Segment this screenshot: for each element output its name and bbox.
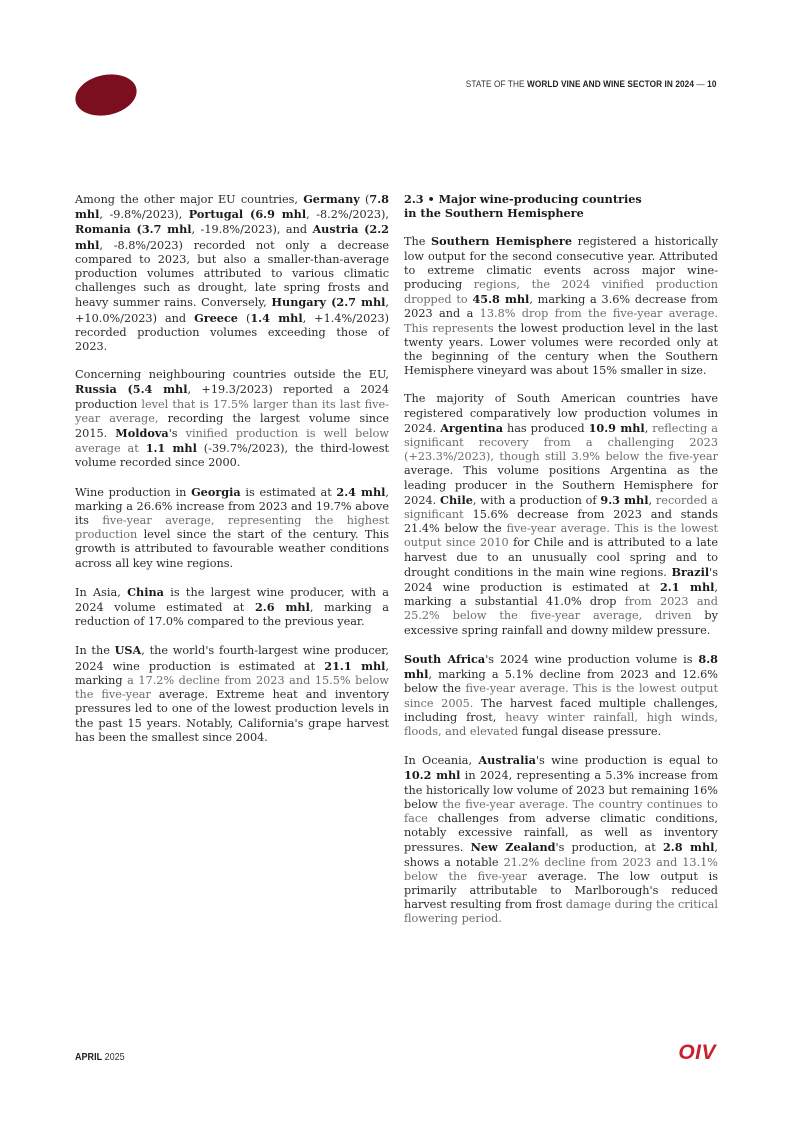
text-run: five-year average. This is the lowest output since 2005.	[404, 682, 718, 710]
text-run: , marking a 26.6% increase from 2023 and 19.7% above its	[75, 485, 389, 528]
text-run: Concerning neighbouring countries outside the EU,	[75, 368, 389, 382]
text-run: , the world's fourth-largest wine producer, 2024 wine production is estimated at	[75, 644, 390, 673]
text-run: , +1.4%/2023) recorded production volumes exceeding those of 2023.	[75, 311, 389, 354]
text-run: has produced	[503, 421, 589, 435]
text-run: by excessive spring rainfall and downy mildew pressure.	[404, 609, 718, 637]
decorative-blob	[72, 69, 141, 121]
header-prefix: STATE OF THE	[465, 79, 527, 90]
bold-term: Southern Hemisphere	[431, 234, 572, 249]
right-column	[404, 192, 718, 941]
text-run: five-year average, representing the highest production	[75, 514, 389, 542]
text-run: challenges from adverse climatic conditions, notably excessive rainfall, as well as inventory pressures.	[404, 811, 718, 855]
bold-term: 2.4 mhl	[336, 484, 386, 499]
bold-term: 2.1 mhl	[659, 580, 715, 595]
text-run: for Chile and is attributed to a late harvest due to an unusually cool spring and to drought conditions in the main wine regions.	[404, 536, 718, 579]
text-run: In Asia,	[75, 585, 128, 599]
text-run: The	[404, 235, 432, 249]
text-run: five-year average. This is the lowest output since 2010	[404, 522, 718, 550]
text-run: , +10.0%/2023) and	[75, 296, 389, 325]
paragraph-usa	[75, 643, 389, 744]
text-run: level since the start of the century. This growth is attributed to favourable weather conditions across all key wine regions.	[75, 528, 389, 570]
bold-term: Russia (5.4 mhl	[75, 382, 188, 397]
bold-term: Australia	[478, 753, 536, 768]
paragraph-neighbouring-countries	[75, 368, 389, 470]
bold-term: Moldova	[115, 426, 169, 441]
text-run: 15.6% decrease from 2023 and stands 21.4% below the	[404, 508, 718, 536]
text-run: , with a production of	[472, 493, 601, 507]
bold-term: Greece	[194, 310, 238, 325]
text-run: The majority of South American countries have registered comparatively low production volumes in 2024.	[404, 392, 718, 435]
text-run: in 2024, representing a 5.3% increase from the historically low volume of 2023 but remaining 16% below	[404, 769, 718, 811]
text-run: 13.8% drop from the five-year average. This represents	[404, 307, 718, 335]
text-run: 's wine production is equal to	[535, 754, 718, 768]
bold-term: 1.1 mhl	[145, 441, 197, 456]
bold-term: 2.8 mhl	[662, 840, 715, 855]
bold-term: Brazil	[671, 564, 710, 579]
paragraph-southern-hemisphere	[404, 234, 718, 378]
paragraph-oceania	[404, 753, 718, 926]
page-number: 10	[706, 79, 716, 90]
header-separator: —	[693, 79, 707, 90]
text-run: (-39.7%/2023), the third-lowest volume recorded since 2000.	[75, 442, 389, 470]
text-run: reflecting a significant recovery from a challenging 2023 (+23.3%/2023), though still 3.9% below the five-year	[404, 421, 718, 464]
text-run: ,	[648, 493, 656, 507]
text-run: the lowest production level in the last twenty years. Lower volumes were recorded only at the beginning of the century when the Southern Hemisphere vineyard was about 15% smaller in size.	[404, 321, 718, 378]
bold-term: Romania (3.7 mhl	[75, 222, 192, 237]
bold-term: Austria (2.2 mhl	[75, 222, 390, 252]
footer-year: 2025	[102, 1051, 125, 1063]
section-heading-line1: 2.3 • Major wine-producing countries	[404, 192, 642, 206]
text-run: , -19.8%/2023), and	[191, 223, 313, 237]
text-run: , -8.8%/2023) recorded not only a decrease compared to 2023, but also a smaller-than-average production volumes attributed to various climatic challenges such as drought, late spring frosts and heavy summer rains. Conversely,	[75, 238, 389, 310]
text-run: 21.2% decline from 2023 and 13.1% below the five-year	[404, 855, 718, 883]
footer-month: APRIL	[75, 1051, 103, 1063]
bold-term: Chile	[440, 492, 473, 507]
bold-term: Georgia	[191, 484, 241, 499]
oiv-logo: OIV	[678, 1041, 716, 1064]
text-run: In the	[75, 644, 115, 658]
text-run: 's	[168, 427, 186, 441]
paragraph-china	[75, 585, 389, 630]
bold-term: 1.4 mhl	[250, 310, 303, 325]
text-run: (	[237, 311, 251, 325]
text-run: a 17.2% decline from 2023 and 15.5% below the five-year	[75, 673, 389, 702]
text-run: In Oceania,	[404, 754, 479, 768]
header-title: WORLD VINE AND WINE SECTOR IN 2024	[526, 79, 694, 90]
running-header	[465, 79, 716, 90]
bold-term: China	[127, 584, 164, 599]
left-column	[75, 192, 389, 759]
bold-term: USA	[114, 643, 142, 658]
bold-term: 9.3 mhl	[600, 492, 649, 507]
paragraph-georgia	[75, 485, 389, 571]
text-run: the five-year average. The country continues to face	[404, 797, 719, 825]
paragraph-south-america	[404, 392, 718, 637]
text-run: heavy winter rainfall, high winds, floods, and elevated	[404, 710, 718, 738]
bold-term: 8.8 mhl	[404, 651, 718, 682]
text-run: registered a historically low output for the second consecutive year. Attributed to extreme climatic events across major wine-producing	[404, 235, 718, 292]
bold-term: 10.2 mhl	[404, 768, 461, 783]
text-run: ,	[644, 421, 653, 435]
bold-term: Germany	[303, 192, 360, 206]
text-run: , -8.2%/2023),	[306, 208, 389, 222]
text-run: from 2023 and 25.2% below the five-year average, driven	[404, 595, 718, 623]
bold-term: 10.9 mhl	[588, 420, 645, 435]
text-run: , marking a 3.6% decrease from 2023 and a	[404, 293, 718, 321]
bold-term: 2.6 mhl	[254, 600, 310, 615]
bold-term: 45.8 mhl	[472, 292, 530, 307]
bold-term: 7.8 mhl	[75, 192, 389, 222]
paragraph-eu-countries	[75, 192, 389, 354]
text-run: average. The low output is primarily attributable to Marlborough's reduced harvest resulting from frost	[404, 869, 718, 912]
text-run: 's production, at	[555, 841, 663, 855]
bold-term: Hungary (2.7 mhl	[271, 295, 386, 310]
bold-term: New Zealand	[470, 840, 556, 855]
text-run: , marking a reduction of 17.0% compared to the previous year.	[75, 601, 389, 629]
text-run: recorded a significant	[404, 493, 718, 522]
text-run: average. This volume positions Argentina as the leading producer in the Southern Hemisphere for 2024.	[404, 464, 718, 507]
section-heading	[404, 192, 718, 220]
text-run: is the largest wine producer, with a 2024 volume estimated at	[75, 585, 389, 615]
text-run: , marking	[75, 659, 389, 687]
text-run: level that is 17.5% larger than its last five-year average,	[75, 397, 389, 425]
footer-date	[75, 1051, 125, 1063]
text-run: fungal disease pressure.	[518, 724, 662, 738]
bold-term: Argentina	[440, 420, 503, 435]
text-run: regions, the 2024 vinified production dropped to	[404, 278, 718, 307]
text-run: , +19.3/2023) reported a 2024 production	[75, 383, 389, 411]
text-run: , -9.8%/2023),	[99, 208, 189, 222]
text-run: vinified production is well below average at	[75, 427, 389, 456]
text-run: is estimated at	[240, 485, 337, 499]
text-run: damage during the critical flowering period.	[404, 898, 718, 926]
text-run: Among the other major EU countries,	[75, 193, 304, 206]
text-run: average. Extreme heat and inventory pressures led to one of the lowest production levels in the past 15 years. Notably, California's grape harvest has been the smallest since 2004.	[75, 688, 389, 744]
text-run: , marking a substantial 41.0% drop	[404, 581, 718, 609]
paragraph-south-africa	[404, 652, 718, 739]
text-run: 's 2024 wine production is estimated at	[404, 565, 718, 595]
text-run: 's 2024 wine production volume is	[485, 652, 699, 666]
text-run: , marking a 5.1% decline from 2023 and 12.6% below the	[404, 668, 718, 696]
text-run: The harvest faced multiple challenges, including frost,	[404, 696, 719, 724]
text-run: , shows a notable	[404, 841, 718, 869]
bold-term: Portugal (6.9 mhl	[188, 207, 307, 222]
text-run: Wine production in	[75, 485, 192, 499]
text-run: (	[359, 193, 370, 206]
bold-term: South Africa	[404, 651, 486, 666]
text-run: recording the largest volume since 2015.	[75, 411, 390, 441]
bold-term: 21.1 mhl	[324, 658, 386, 673]
section-heading-line2: in the Southern Hemisphere	[404, 206, 584, 221]
